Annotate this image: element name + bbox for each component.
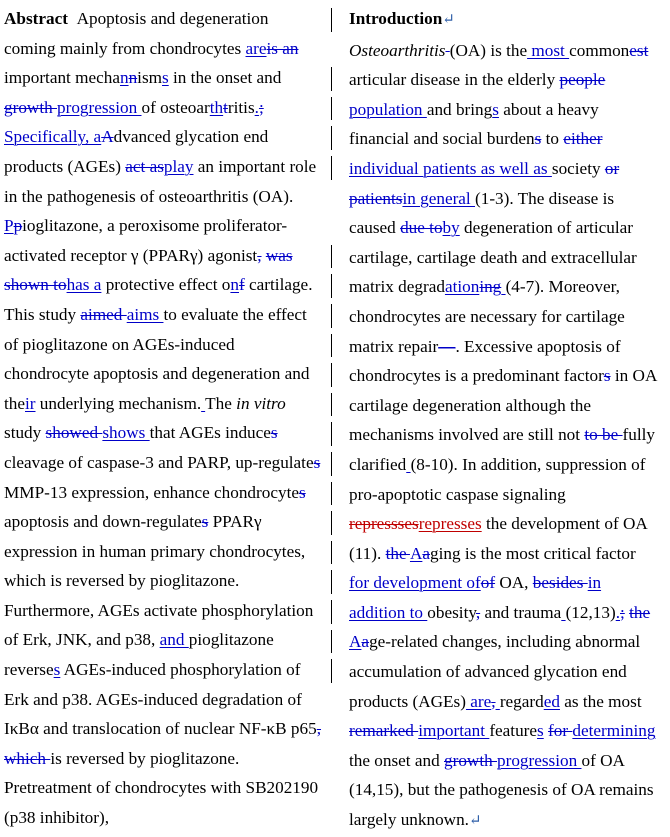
revision-change-bar xyxy=(331,97,332,121)
deletion-run: people xyxy=(559,70,606,90)
text-run: is reversed by pioglitazone. Pretreatment of chondrocytes with SB202190 (p38 inhibitor), xyxy=(4,748,319,828)
text-run: of osteoar xyxy=(141,97,210,117)
insertion-run: aims xyxy=(126,304,164,324)
insertion-run: has a xyxy=(66,275,102,295)
text-run: regard xyxy=(499,691,544,711)
insertion-run: . xyxy=(254,97,259,117)
introduction-paragraph[interactable] xyxy=(349,4,658,837)
deletion-run: s xyxy=(298,482,306,502)
text-run: degeneration of articular cartilage, cartilage death and extracellular matrix degrad xyxy=(349,218,637,297)
text-run: in OA cartilage degeneration although the mechanisms involved are still not xyxy=(349,366,657,445)
text-run: and bring xyxy=(426,99,493,119)
deletion-run: growth xyxy=(4,97,57,117)
insertion-run: by xyxy=(442,218,460,238)
revision-change-bar xyxy=(331,482,332,506)
text-run: fully clarified xyxy=(349,425,655,474)
deletion-run: s xyxy=(534,129,542,149)
text-run: (4-7). Moreover, chondrocytes are necessary for cartilage matrix repair xyxy=(349,277,625,356)
text-run: the development of OA (11). xyxy=(349,514,647,563)
text-run: ge-related changes, including abnormal accumulation of advanced glycation end products (AGEs) xyxy=(349,632,641,711)
text-run: PPARγ expression in human primary chondrocytes, which is reversed by pioglitazone. Furthermore, AGEs activate phosphorylation of Erk, JNK, and p38, xyxy=(4,512,314,650)
deletion-run: or patients xyxy=(349,158,620,208)
insertion-run: for development of xyxy=(349,573,481,593)
deletion-run: the xyxy=(629,602,651,622)
text-run: (12,13) xyxy=(565,602,616,622)
text-run: OA, xyxy=(495,573,533,593)
deletion-run: A xyxy=(101,127,114,147)
insertion-run: s xyxy=(53,660,61,680)
insertion-run: determining xyxy=(572,721,656,741)
deletion-run: of xyxy=(480,573,496,593)
deletion-run-author2: repressses xyxy=(349,514,419,534)
paragraph-mark-icon: ↵ xyxy=(468,813,482,830)
text-run: ism xyxy=(137,68,163,88)
deletion-run: either xyxy=(563,129,603,149)
insertion-run: in addition to xyxy=(349,573,602,622)
insertion-run: in general xyxy=(402,188,476,208)
text-run: and trauma xyxy=(480,602,562,622)
insertion-run: th xyxy=(209,97,224,117)
insertion-run: s xyxy=(162,68,169,88)
deletion-run: a xyxy=(361,632,370,652)
text-run: The xyxy=(205,393,237,413)
insertion-run: progression xyxy=(57,97,142,117)
insertion-run: n xyxy=(119,68,129,88)
insertion-run: A xyxy=(409,543,423,563)
insertion-run: play xyxy=(163,156,194,176)
deletion-run: s xyxy=(313,452,321,472)
text-run: the onset and xyxy=(349,750,444,770)
text-run: articular disease in the elderly xyxy=(349,70,560,90)
deletion-run: — xyxy=(438,336,456,356)
deletion-run: est xyxy=(629,40,649,60)
text-run: . Excessive apoptosis of chondrocytes is a predominant factor xyxy=(349,336,621,386)
text-run: to evaluate the effect of pioglitazone on AGEs-induced chondrocyte apoptosis and degeneration and the xyxy=(4,304,310,413)
insertion-run: A xyxy=(349,632,362,652)
deletion-run: ; xyxy=(258,97,264,117)
text-run: (1-3). The disease is caused xyxy=(349,188,615,238)
insertion-run: population xyxy=(349,99,427,119)
text-run: protective effect o xyxy=(101,275,231,295)
insertion-run: ation xyxy=(444,277,480,297)
text-run: Apoptosis and degeneration coming mainly from chondrocytes xyxy=(4,9,269,58)
deletion-run: remarked xyxy=(349,721,419,741)
revision-change-bar xyxy=(331,600,332,624)
text-run: dvanced glycation end products (AGEs) xyxy=(4,127,269,176)
text-run: apoptosis and down-regulate xyxy=(4,512,202,532)
revision-change-bar xyxy=(331,393,332,417)
text-run: cartilage. This study xyxy=(4,275,313,324)
deletion-run: t xyxy=(223,97,228,117)
revision-change-bar xyxy=(331,422,332,446)
deletion-run: , xyxy=(475,602,481,622)
text-run: ioglitazone, a peroxisome proliferator-activated receptor γ (PPARγ) agonist xyxy=(4,216,288,265)
deletion-run: s xyxy=(603,366,611,386)
revision-change-bar xyxy=(331,304,332,328)
text-run: important mecha xyxy=(4,68,120,88)
insertion-run: P xyxy=(4,216,14,236)
insertion-run: are xyxy=(245,38,267,58)
italic-run: in vitro xyxy=(236,393,286,413)
revision-change-bar xyxy=(331,363,332,387)
introduction-column xyxy=(331,4,658,837)
text-run: common xyxy=(569,40,630,60)
text-run: about a heavy financial and social burden xyxy=(349,99,599,149)
heading-run: Introduction xyxy=(349,9,443,28)
deletion-run: ing xyxy=(479,277,502,297)
deletion-run: f xyxy=(239,275,245,295)
deletion-run: which xyxy=(4,748,51,768)
revision-change-bar xyxy=(331,511,332,535)
text-run: ritis xyxy=(227,97,255,117)
deletion-run: due to xyxy=(400,218,443,238)
text-run: of OA (14,15), but the pathogenesis of OA remains largely unknown. xyxy=(349,750,654,830)
revision-change-bar xyxy=(331,274,332,298)
insertion-run: shows xyxy=(102,423,150,443)
deletion-run: was shown to xyxy=(4,245,293,295)
abstract-paragraph[interactable] xyxy=(4,4,321,833)
text-run: study xyxy=(4,423,46,443)
text-run: (OA) is the xyxy=(449,40,528,60)
insertion-run: ed xyxy=(543,691,560,711)
deletion-run: ; xyxy=(620,602,625,622)
heading-run: Abstract xyxy=(4,9,68,28)
text-run xyxy=(68,9,77,28)
revision-change-bar xyxy=(331,541,332,565)
insertion-run: individual patients as well as xyxy=(349,158,552,178)
revision-change-bar xyxy=(331,452,332,476)
text-run: underlying mechanism. xyxy=(35,393,202,413)
insertion-run: ir xyxy=(25,393,36,413)
insertion-run: progression xyxy=(497,750,582,770)
deletion-run: growth xyxy=(444,750,497,770)
deletion-run: , xyxy=(491,691,496,711)
deletion-run: n xyxy=(128,68,138,88)
paragraph-mark-icon: ↵ xyxy=(442,12,455,28)
revision-change-bar xyxy=(331,659,332,683)
two-column-body xyxy=(4,4,664,837)
text-run: AGEs-induced phosphorylation of Erk and p38. AGEs-induced degradation of IκBα and translocation of nuclear NF-κB p65 xyxy=(4,660,317,739)
insertion-run: n xyxy=(230,275,239,295)
revision-change-bar xyxy=(331,126,332,150)
text-run: feature xyxy=(489,721,538,741)
text-run: pioglitazone reverse xyxy=(4,630,274,680)
insertion-run: s xyxy=(537,721,544,741)
revision-change-bar xyxy=(331,630,332,654)
revision-change-bar xyxy=(331,245,332,269)
insertion-run: s xyxy=(492,99,499,119)
text-run: MMP-13 expression, enhance chondrocyte xyxy=(4,482,299,502)
text-run: (8-10). In addition, suppression of pro-apoptotic caspase signaling xyxy=(349,454,646,504)
insertion-run: . xyxy=(615,602,620,622)
revision-change-bar xyxy=(331,156,332,180)
deletion-run: aimed xyxy=(80,304,127,324)
insertion-run: most xyxy=(527,40,570,60)
revision-change-bar xyxy=(331,570,332,594)
deletion-run: showed xyxy=(45,423,103,443)
deletion-run: to be xyxy=(584,425,623,445)
deletion-run: , xyxy=(316,719,322,739)
revision-change-bar xyxy=(331,67,332,91)
deletion-run: act as xyxy=(125,156,164,176)
deletion-run: p xyxy=(13,216,23,236)
text-run: in the onset and xyxy=(168,68,282,88)
insertion-run-author2: represses xyxy=(418,514,482,534)
insertion-run: are xyxy=(465,691,492,711)
text-run: obesity xyxy=(427,602,476,622)
deletion-run: a xyxy=(422,543,431,563)
abstract-column xyxy=(4,4,331,833)
text-run: ging is the most critical factor xyxy=(430,543,636,563)
text-run: society xyxy=(551,158,605,178)
insertion-run: Specifically, a xyxy=(4,127,102,147)
revision-change-bar xyxy=(331,8,332,32)
text-run: to xyxy=(541,129,564,149)
deletion-run: the xyxy=(385,543,410,563)
deletion-run: is an xyxy=(266,38,299,58)
deletion-run: , xyxy=(257,245,262,265)
text-run: as the most xyxy=(559,691,642,711)
text-run: an important role in the pathogenesis of osteoarthritis (OA). xyxy=(4,156,317,206)
insertion-run: and xyxy=(159,630,189,650)
italic-run: Osteoarthritis xyxy=(349,40,446,60)
deletion-run: s xyxy=(201,512,209,532)
text-run: cleavage of caspase-3 and PARP, up-regulate xyxy=(4,452,314,472)
insertion-run: important xyxy=(418,721,490,741)
deletion-run: s xyxy=(270,423,278,443)
deletion-run: besides xyxy=(532,573,588,593)
deletion-run: for xyxy=(548,721,573,741)
text-run: that AGEs induce xyxy=(149,423,271,443)
revision-change-bar xyxy=(331,334,332,358)
